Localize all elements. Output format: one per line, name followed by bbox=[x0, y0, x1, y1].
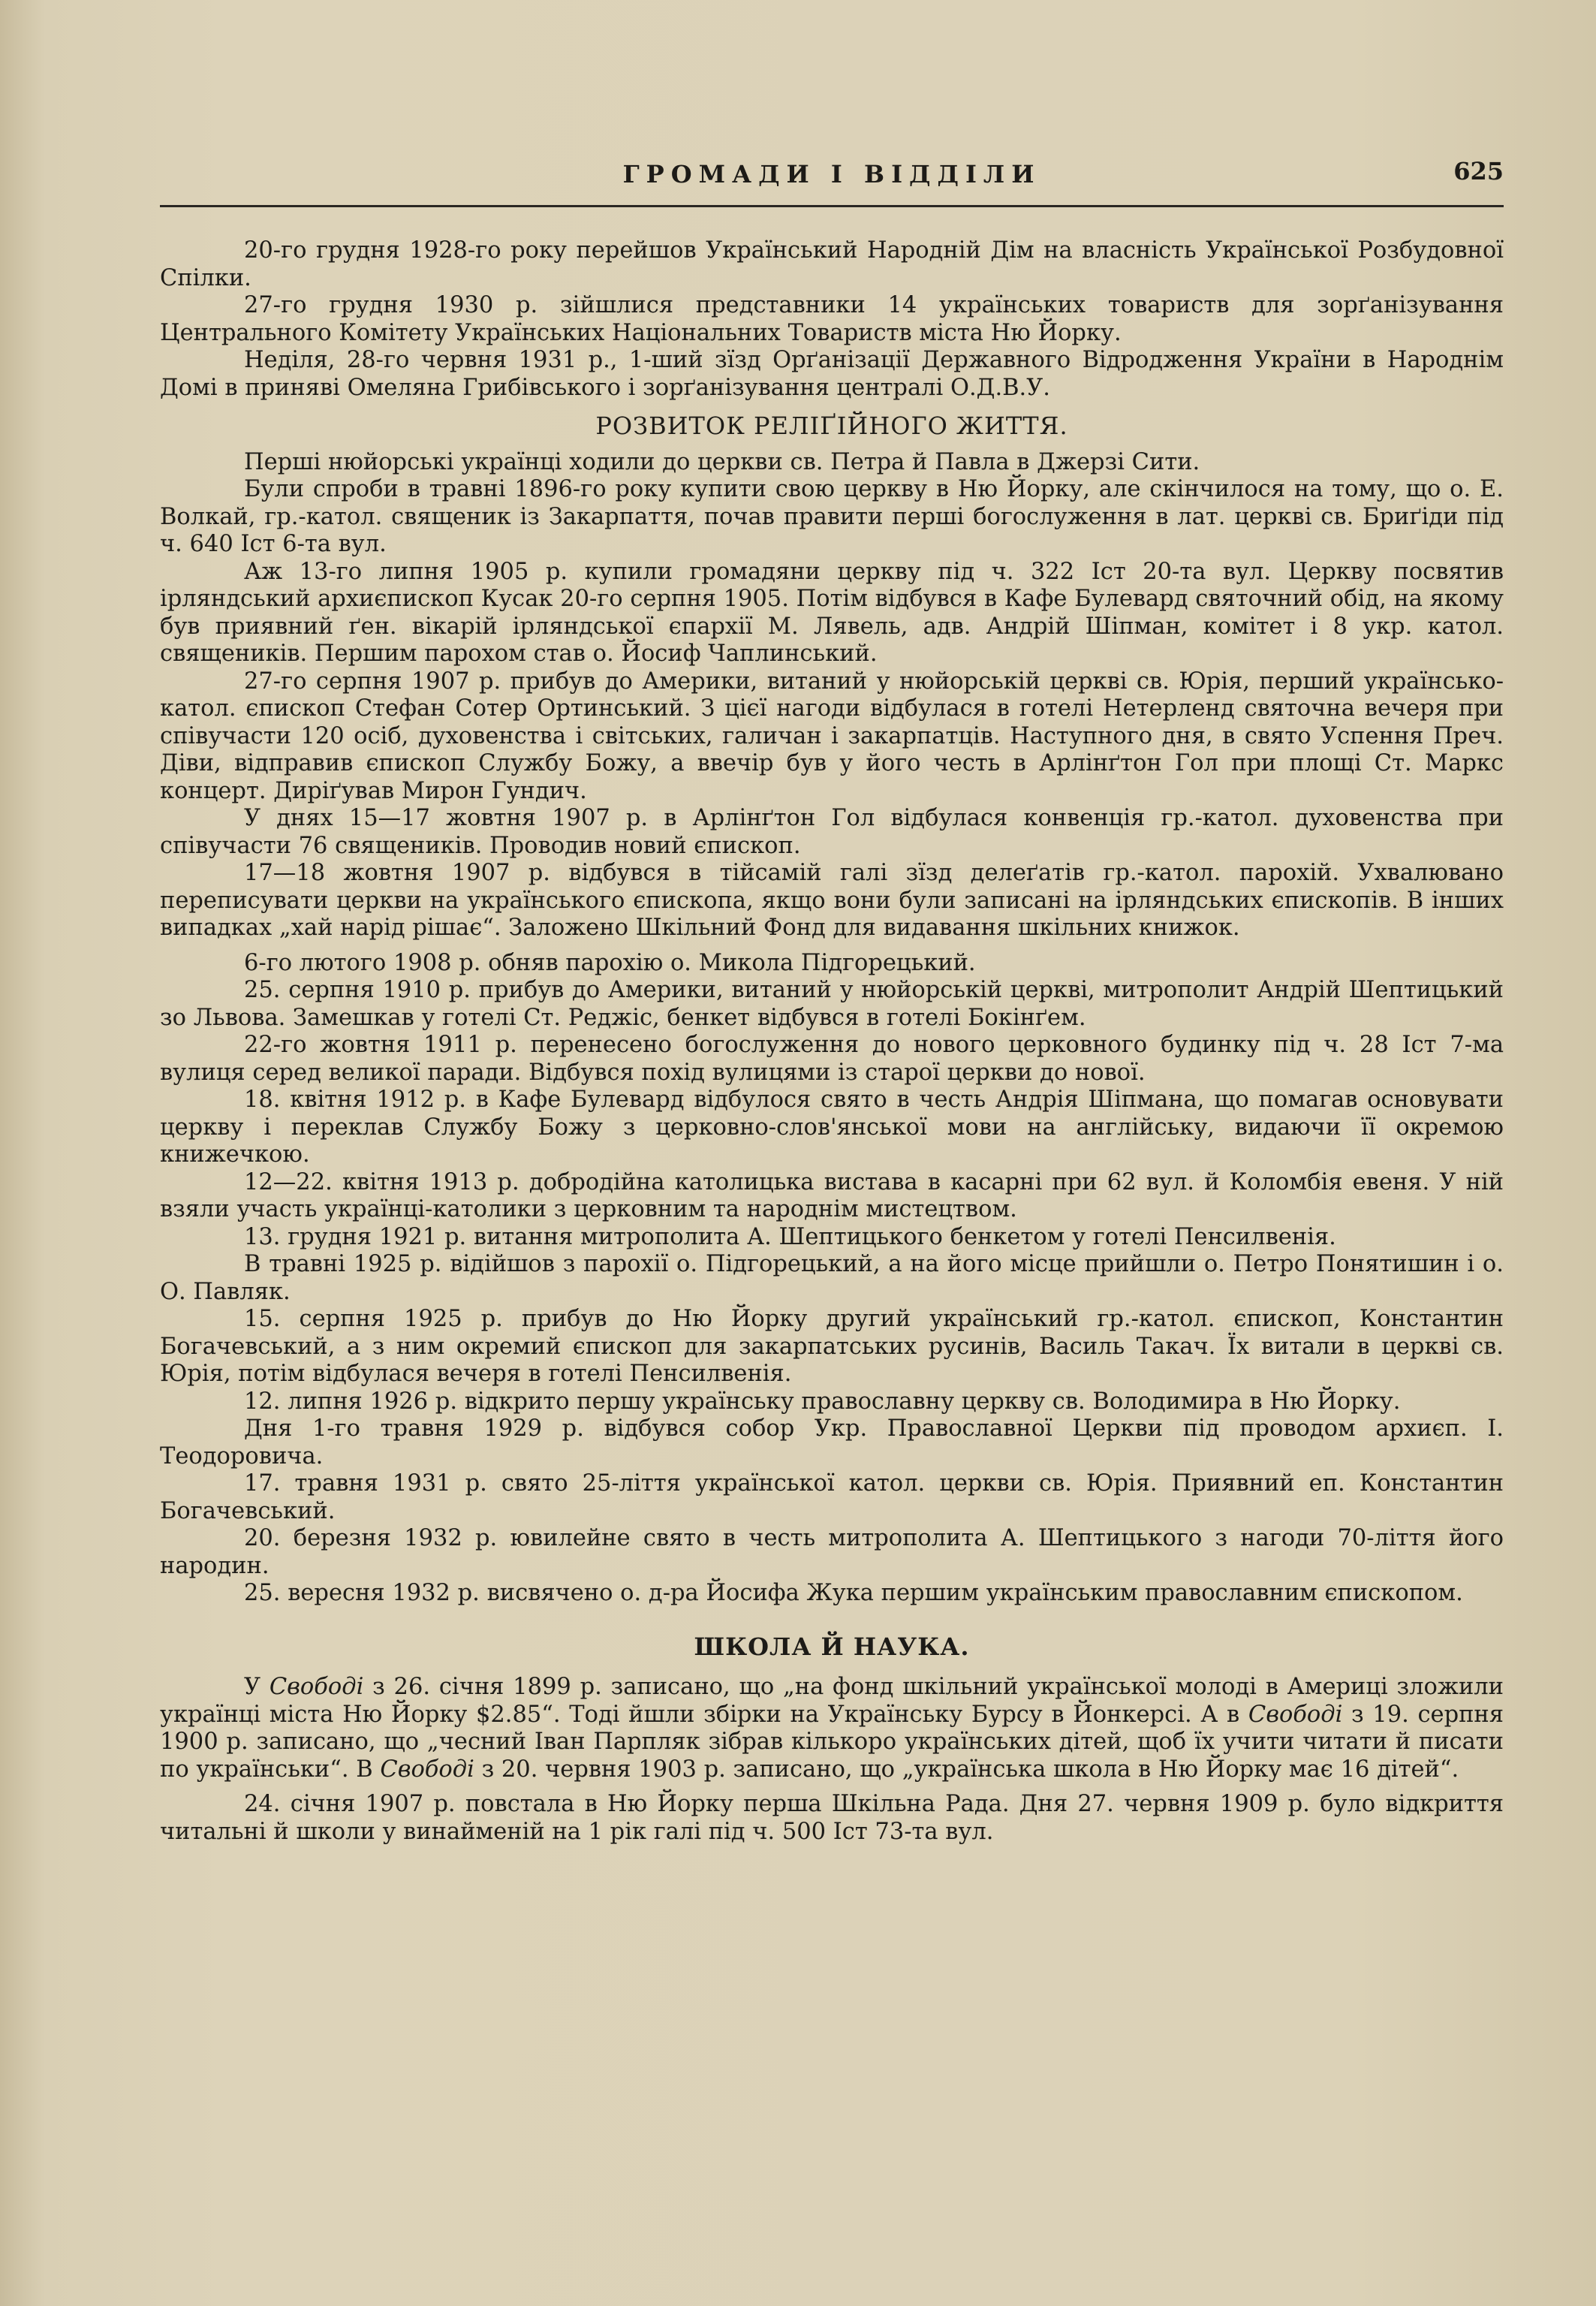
text-run: У bbox=[244, 1674, 270, 1700]
paragraph: 25. серпня 1910 р. прибув до Америки, витаний у нюйорській церкві, митрополит Андрій Шептицький зо Львова. Замешкав у готелі Ст. Реджіс, бенкет відбувся в готелі Бокінґем. bbox=[160, 977, 1504, 1031]
paragraph bbox=[160, 1674, 1504, 1783]
paragraph: 22-го жовтня 1911 р. перенесено богослуження до нового церковного будинку під ч. 28 Іст 7-ма вулиця серед великої паради. Відбувся похід вулицями із старої церкви до нової. bbox=[160, 1032, 1504, 1086]
paragraph: В травні 1925 р. відійшов з парохії о. Підгорецький, а на його місце прийшли о. Петро Понятишин і о. О. Павляк. bbox=[160, 1251, 1504, 1305]
paragraph: 20-го грудня 1928-го року перейшов Український Народній Дім на власність Української Розбудовної Спілки. bbox=[160, 237, 1504, 291]
paragraph: Неділя, 28-го червня 1931 р., 1-ший зїзд Орґанізації Державного Відродження України в Народнім Домі в приняві Омеляна Грибівського і зорґанізування централі О.Д.В.У. bbox=[160, 347, 1504, 401]
paragraph: 25. вересня 1932 р. висвячено о. д-ра Йосифа Жука першим українським православним єпископом. bbox=[244, 1580, 1463, 1606]
paragraph: Дня 1-го травня 1929 р. відбувся собор Укр. Православної Церкви під проводом архиєп. І. Теодоровича. bbox=[160, 1415, 1504, 1470]
page-number: 625 bbox=[1453, 157, 1504, 185]
text-run: з 19. серпня 1900 р. записано, що „чесний Іван Парпляк зібрав кількоро українських дітей, щоб їх учити читати й писати по українськи“. В bbox=[160, 1701, 1504, 1783]
paragraph: 12—22. квітня 1913 р. добродійна католицька вистава в касарні при 62 вул. й Коломбія евеня. У ній взяли участь українці-католики з церковним та народнім мистецтвом. bbox=[160, 1168, 1504, 1222]
paragraph: 17. травня 1931 р. свято 25-ліття української катол. церкви св. Юрія. Приявний еп. Константин Богачевський. bbox=[160, 1470, 1504, 1524]
paragraph: Були спроби в травні 1896-го року купити свою церкву в Ню Йорку, але скінчилося на тому, що о. Е. Волкай, гр.-катол. священик із Закарпаття, почав правити перші богослуження в лат. церкві св. Бриґіди під ч. 640 Іст 6-та вул. bbox=[160, 476, 1504, 557]
newspaper-title: Свободі bbox=[269, 1674, 364, 1700]
page-header bbox=[160, 146, 1504, 207]
newspaper-title: Свободі bbox=[380, 1756, 474, 1783]
paragraph: 18. квітня 1912 р. в Кафе Булевард відбулося свято в честь Андрія Шіпмана, що помагав основувати церкву і переклав Службу Божу з церковно-слов'янської мови на англійську, видаючи її окремою книжечкою. bbox=[160, 1087, 1504, 1168]
paragraph: 27-го грудня 1930 р. зійшлися представники 14 українських товариств для зорґанізування Центрального Комітету Українських Національних Товариств міста Ню Йорку. bbox=[160, 292, 1504, 346]
paragraph: У днях 15—17 жовтня 1907 р. в Арлінґтон Гол відбулася конвенція гр.-катол. духовенства при співучасти 76 священиків. Проводив новий єпископ. bbox=[160, 805, 1504, 859]
page-text-block bbox=[160, 146, 1504, 1846]
section-heading-school: ШКОЛА Й НАУКА. bbox=[694, 1632, 970, 1661]
paragraph: 27-го серпня 1907 р. прибув до Америки, витаний у нюйорській церкві св. Юрія, перший українсько-катол. єпископ Стефан Сотер Ортинський. З цієї нагоди відбулася в готелі Нетерленд святочна вечеря при співучасти 120 осіб, духовенства і світських, галичан і закарпатців. Наступного дня, в свято Успення Преч. Діви, відправив єпископ Службу Божу, а ввечір був у його честь в Арлінґтон Гол при площі Ст. Маркс концерт. Диріґував Мирон Гундич. bbox=[160, 668, 1504, 804]
newspaper-title: Свободі bbox=[1248, 1701, 1343, 1728]
section-heading-religious-life: РОЗВИТОК РЕЛІҐІЙНОГО ЖИТТЯ. bbox=[595, 411, 1068, 440]
paragraph: 13. грудня 1921 р. витання митрополита А. Шептицького бенкетом у готелі Пенсилвенія. bbox=[244, 1223, 1336, 1250]
page-body bbox=[160, 237, 1504, 1846]
paragraph: Аж 13-го липня 1905 р. купили громадяни церкву під ч. 322 Іст 20-та вул. Церкву посвятив ірляндський архиєпископ Кусак 20-го серпня 1905. Потім відбувся в Кафе Булевард святочний обід, на якому був приявний ґен. вікарій ірляндської єпархії М. Лявель, адв. Андрій Шіпман, комітет і 8 укр. катол. священиків. Першим парохом став о. Йосиф Чаплинський. bbox=[160, 558, 1504, 667]
paragraph: 6-го лютого 1908 р. обняв парохію о. Микола Підгорецький. bbox=[244, 949, 976, 976]
paragraph: 12. липня 1926 р. відкрито першу українську православну церкву св. Володимира в Ню Йорку. bbox=[244, 1388, 1401, 1415]
paragraph: 15. серпня 1925 р. прибув до Ню Йорку другий український гр.-катол. єпископ, Константин Богачевський, а з ним окремий єпископ для закарпатських русинів, Василь Такач. Їх витали в церкві св. Юрія, потім відбулася вечеря в готелі Пенсилвенія. bbox=[160, 1306, 1504, 1387]
paragraph: 17—18 жовтня 1907 р. відбувся в тійсамій галі зїзд делеґатів гр.-катол. парохій. Ухвалювано переписувати церкви на українського єпископа, якщо вони були записані на ірляндських єпископів. В інших випадках „хай нарід рішає“. Заложено Шкільний Фонд для видавання шкільних книжок. bbox=[160, 860, 1504, 941]
text-run: з 20. червня 1903 р. записано, що „українська школа в Ню Йорку має 16 дітей“. bbox=[474, 1756, 1459, 1783]
running-title: ГРОМАДИ І ВІДДІЛИ bbox=[622, 160, 1041, 188]
paragraph: Перші нюйорські українці ходили до церкви св. Петра й Павла в Джерзі Сити. bbox=[244, 448, 1200, 475]
paragraph: 20. березня 1932 р. ювилейне свято в честь митрополита А. Шептицького з нагоди 70-ліття його народин. bbox=[160, 1525, 1504, 1579]
text-run: з 26. січня 1899 р. записано, що „на фонд шкільний української молоді в Америці зложили українці міста Ню Йорку $2.85“. Тоді йшли збірки на Українську Бурсу в Йонкерсі. А в bbox=[160, 1674, 1504, 1728]
paragraph: 24. січня 1907 р. повстала в Ню Йорку перша Шкільна Рада. Дня 27. червня 1909 р. було відкриття читальні й школи у винайменій на 1 рік галі під ч. 500 Іст 73-та вул. bbox=[160, 1791, 1504, 1845]
